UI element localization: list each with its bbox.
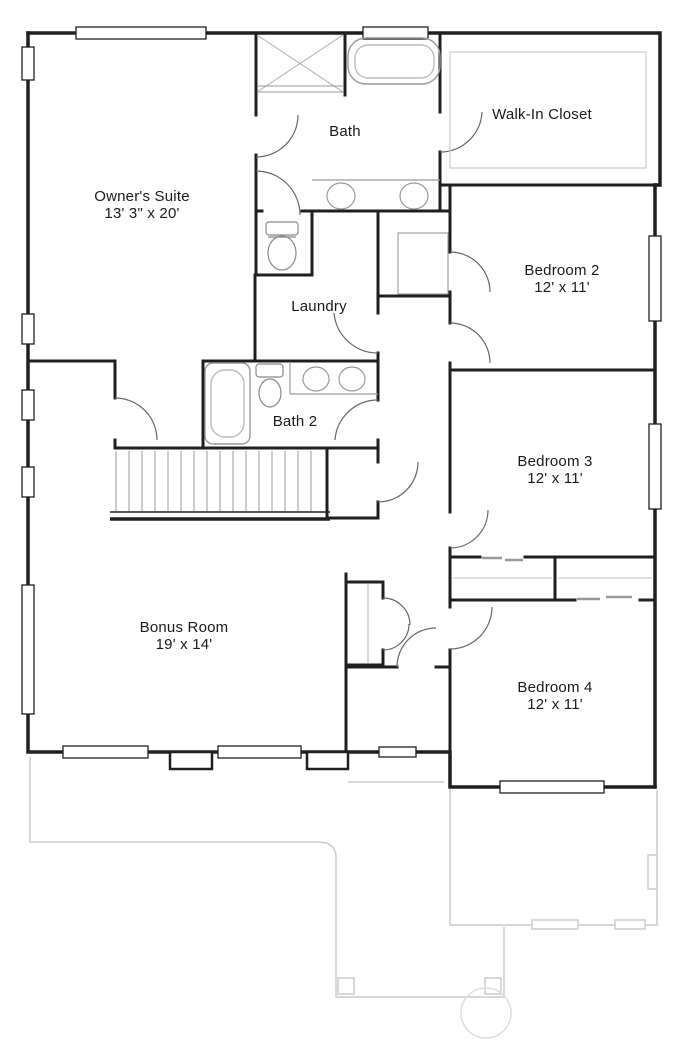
- stair-closet-door-icon: [378, 462, 418, 502]
- room-dims: 13' 3" x 20': [104, 205, 180, 222]
- exterior-walls: [28, 33, 660, 787]
- bath2-label: [273, 413, 318, 430]
- bedroom2-label: [524, 262, 599, 296]
- toilet-icon: [256, 364, 283, 407]
- porch-post-icon: [338, 978, 354, 994]
- bath-fixtures: [205, 35, 652, 663]
- window-icon: [22, 390, 34, 420]
- bay-bump-out: [170, 752, 212, 769]
- window-icon: [63, 746, 148, 758]
- double-sink-vanity-icon: [290, 362, 378, 394]
- window-icon: [379, 747, 416, 757]
- toilet-icon: [266, 222, 298, 270]
- laundry-label: [291, 298, 347, 315]
- bedroom4-door-icon: [450, 607, 492, 649]
- room-name: Bath 2: [272, 413, 318, 430]
- landscape-circle-icon: [461, 988, 511, 1038]
- bathtub-icon: [348, 38, 440, 84]
- owners-suite-label: [94, 188, 190, 222]
- closet-shelving-icon: [453, 558, 652, 599]
- room-name: Owner's Suite: [94, 188, 190, 205]
- interior-walls: [28, 33, 655, 787]
- walk-in-closet-label: [492, 106, 592, 123]
- laundry-door-icon: [334, 313, 378, 353]
- walk-in-closet-door-icon: [440, 112, 482, 152]
- first-floor-ghost-outline: [30, 757, 657, 1038]
- bedroom2-door-icon: [450, 323, 490, 363]
- bonus-room-label: [140, 619, 229, 653]
- owners-suite-door-icon: [115, 398, 157, 440]
- window-icon: [22, 585, 34, 714]
- room-name: Bedroom 2: [524, 262, 600, 279]
- shower-icon: [257, 35, 343, 92]
- bay-bump-out: [307, 752, 348, 769]
- room-name: Walk-In Closet: [492, 106, 592, 123]
- bedroom2-closet-icon: [398, 233, 448, 294]
- window-icon: [500, 781, 604, 793]
- room-name: Bath: [329, 123, 361, 140]
- room-name: Bonus Room: [139, 619, 229, 636]
- staircase: [110, 451, 330, 519]
- vestibule-door-icon: [397, 628, 436, 667]
- bath2-door-icon: [335, 400, 378, 440]
- bonus-closet-door-icon: [383, 624, 409, 650]
- window-icon: [649, 424, 661, 509]
- bedroom4-label: [517, 679, 592, 713]
- room-dims: 19' x 14': [155, 636, 213, 653]
- window-icon: [649, 236, 661, 321]
- room-dims: 12' x 11': [527, 470, 583, 487]
- room-dims: 12' x 11': [527, 696, 583, 713]
- room-name: Bedroom 4: [517, 679, 593, 696]
- window-icon: [76, 27, 206, 39]
- room-dims: 12' x 11': [534, 279, 590, 296]
- double-sink-vanity-icon: [312, 180, 440, 209]
- bedroom3-door-icon: [450, 510, 488, 548]
- room-name: Bedroom 3: [517, 453, 593, 470]
- window-icon: [22, 467, 34, 497]
- bonus-closet-door-icon: [383, 598, 410, 625]
- water-closet-door-icon: [256, 171, 300, 215]
- window-icon: [22, 47, 34, 80]
- bath-door-icon: [256, 115, 298, 157]
- window-icon: [218, 746, 301, 758]
- soaking-tub-icon: [205, 363, 250, 444]
- bath-label: [329, 123, 361, 140]
- window-icon: [22, 314, 34, 344]
- bedroom3-label: [517, 453, 592, 487]
- window-icon: [363, 27, 428, 39]
- room-name: Laundry: [291, 298, 347, 315]
- bedroom2-closet-door-icon: [450, 252, 490, 292]
